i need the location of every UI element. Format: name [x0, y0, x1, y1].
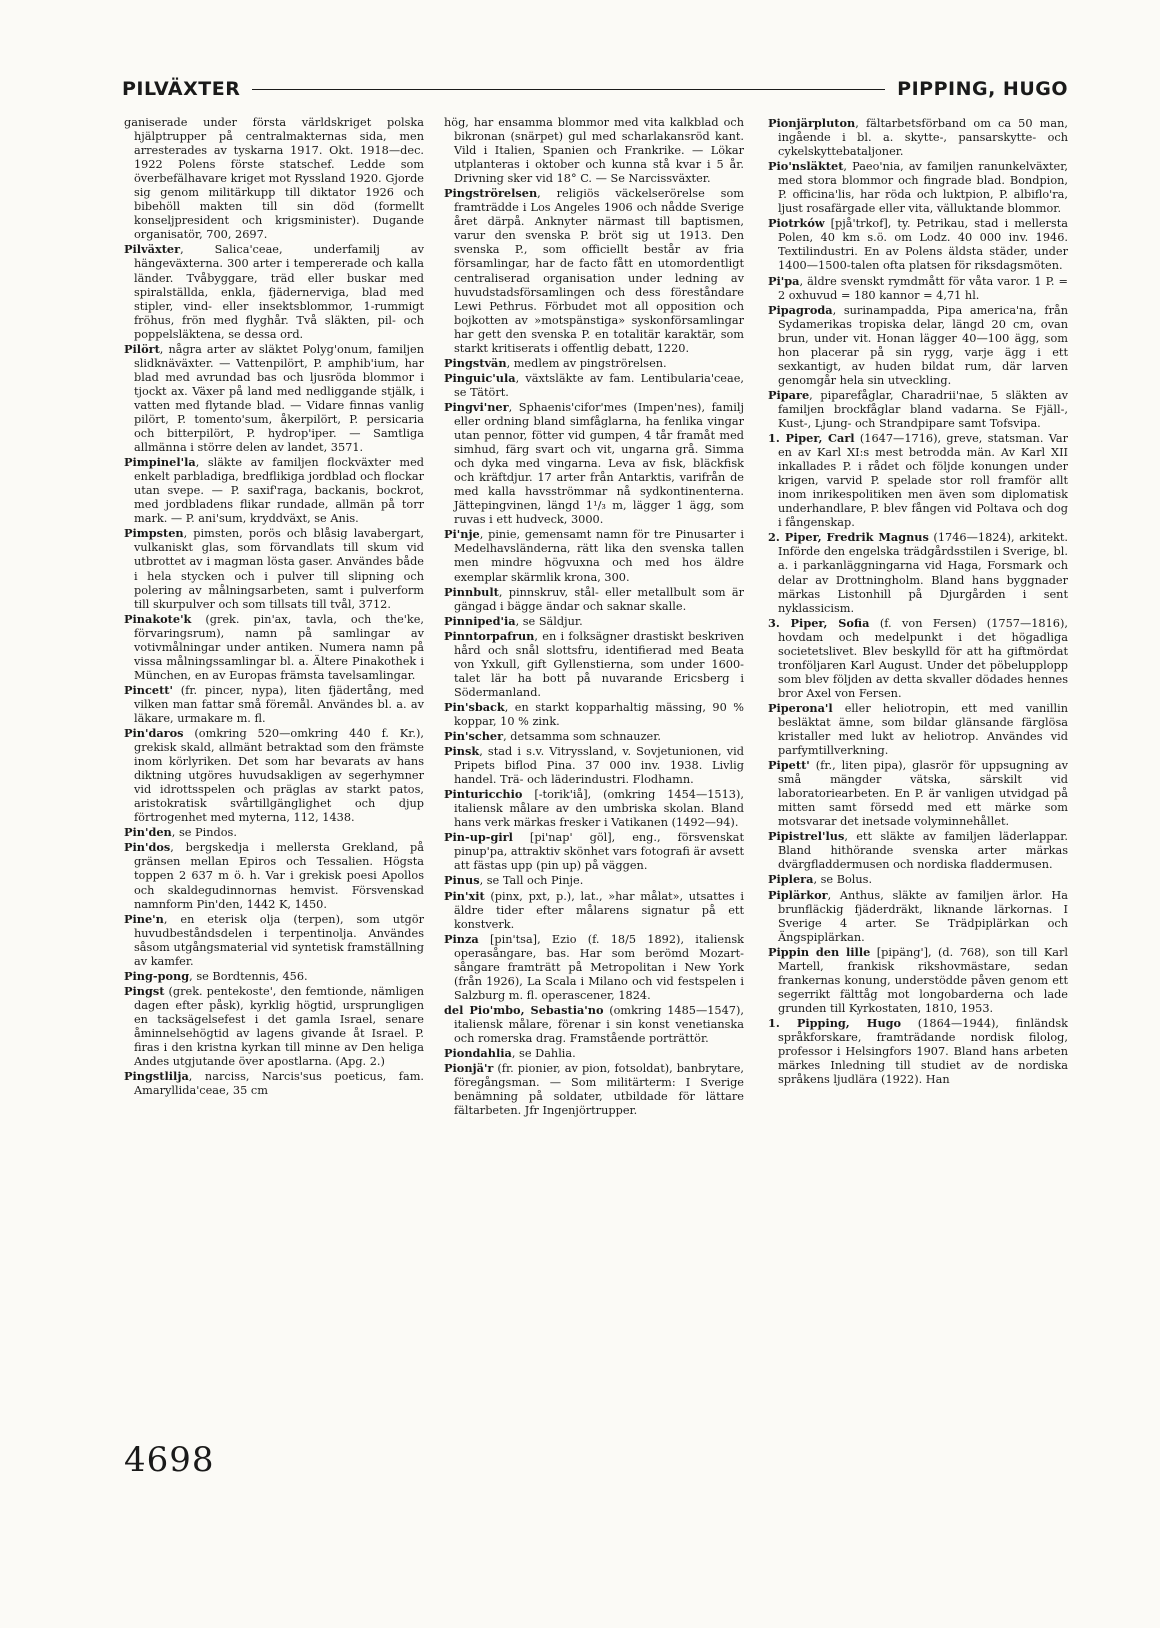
- entry-headword: Pingstvän: [444, 355, 507, 370]
- entry-headword: Pimpsten: [124, 526, 184, 541]
- column-2: [444, 116, 744, 1456]
- entry: [124, 840, 424, 911]
- entry-text: (grek. pin'ax, tavla, och the'ke, förvaringsrum), namn på samlingar av votivmålningar under antiken. Numera namn på vissa målningssamlingar bl. a. Ältere Pinakothek i München, en av Europas främsta tavelsamlingar.: [134, 612, 424, 682]
- entry-text: (1647—1716), greve, statsman. Var en av Karl XI:s mest betrodda män. Av Karl XII inkallades P. i rådet och följde konungen under krigen, varvid P. spelade stor roll framför allt inom inrikespolitiken men även som diplomatisk underhandlare, P. blev fången vid Poltava och dog i fångenskap.: [778, 432, 1068, 530]
- entry-headword: Pinniped'ia: [444, 613, 516, 628]
- column-3: [768, 116, 1068, 1456]
- entry: [768, 388, 1068, 431]
- entry-text: , Paeo'nia, av familjen ranunkelväxter, med stora blommor och fingrade blad. Bondpion, P. officina'lis, har röda och luktpion, P. albiflo'ra, ljust rosafärgade eller vita, välluktande blommor.: [778, 160, 1068, 216]
- entry-headword: Pingströrelsen: [444, 186, 538, 201]
- entry-headword: Pin-up-girl: [444, 830, 513, 845]
- entry: [124, 612, 424, 683]
- entry: [444, 371, 744, 400]
- entry-text: , religiös väckelserörelse som framträdde i Los Angeles 1906 och nådde Sverige året därpå. Anknyter närmast till baptismen, varur den svenska P. bröt sig ut 1913. Den svenska P., som officiellt består av fria församlingar, har de facto fått en utomordentligt centraliserad organisation under ledning av huvudstadsförsamlingen och dess föreståndare Lewi Pethrus. Förbudet mot all opposition och bojkotten av »motspänstiga» syskonförsamlingar har gett den svenska P. en totalitär karaktär, som starkt kritiserats i offentlig debatt, 1220.: [454, 187, 744, 355]
- entry-headword: Pin'sback: [444, 699, 505, 714]
- entry-text: , en i folksägner drastiskt beskriven hård och snål slottsfru, identifierad med Beata von Yxkull, gift Gyllenstierna, som under 1600-talet lär ha bott på nuvarande Ericsberg i Södermanland.: [454, 629, 744, 699]
- entry-text: , Sphaenis'cifor'mes (Impen'nes), familj eller ordning bland simfåglarna, ha fenlika vingar utan pennor, fötter vid gumpen, 4 tår framåt med simhud, färg svart och vit, ungarna grå. Simma och dyka med vingarna. Leva av fisk, bläckfisk och kräftdjur. 17 arter från Antarktis, varifrån de med kalla havsströmmar nå sydkontinenterna. Jättepingvinen, längd 1¹/₃ m, lägger 1 ägg, som ruvas i ett hudveck, 3000.: [454, 400, 744, 527]
- entry: [444, 787, 744, 830]
- entry-text: , en eterisk olja (terpen), som utgör huvudbeståndsdelen i terpentinolja. Användes såsom utgångsmaterial vid syntetisk framställning av kamfer.: [134, 912, 424, 968]
- entry-headword: 1. Piper, Carl: [768, 431, 855, 446]
- entry-text: , pinie, gemensamt namn för tre Pinusarter i Medelhavsländerna, rätt lika den svenska tallen men mindre högvuxna och med hos äldre exemplar skärmlik krona, 300.: [454, 528, 744, 584]
- entry: [444, 873, 744, 888]
- entry: [444, 116, 744, 186]
- entry-headword: Pilört: [124, 341, 160, 356]
- entry-text: (1746—1824), arkitekt. Införde den engelska trädgårdsstilen i Sverige, bl. a. i parkanläggningarna vid Haga, Forsmark och delar av Drottningholm. Bland hans byggnader märkas Listonhill på Djurgården i sent nyklassicism.: [778, 531, 1068, 615]
- entry-text: , Anthus, släkte av familjen ärlor. Ha brunfläckig fjäderdräkt, liknande lärkornas. I Sverige 4 arter. Se Trädpiplärkan och Ängspiplärkan.: [778, 888, 1068, 944]
- entry-text: [pi'nap' göl], eng., försvenskat pinup'pa, attraktiv skönhet vars fotografi är avsett att fästas upp (pin up) på väggen.: [454, 831, 744, 873]
- entry-headword: Pinakote'k: [124, 611, 192, 626]
- entry: [444, 629, 744, 700]
- entry-headword: Piplera: [768, 872, 814, 887]
- entry-text: , pimsten, porös och blåsig lavabergart, vulkaniskt glas, som förvandlats till skum vid utbrottet av i magman lösta gaser. Användes både i hela stycken och i pulver till slipning och polering av målningsarbeten, samt i pulverform till skurpulver och som tillsats till tvål, 3712.: [134, 527, 424, 611]
- entry: [768, 701, 1068, 758]
- entry-headword: Piperona'l: [768, 700, 833, 715]
- entry-text: (f. von Fersen) (1757—1816), hovdam och medelpunkt i det högadliga societetslivet. Blev beskylld för att ha giftmördat tronföljaren Karl August. Under det pöbelupplopp som blev följden av detta skvaller dödades hennes bror Axel von Fersen.: [778, 616, 1068, 700]
- entry-headword: Pin'dos: [124, 840, 171, 855]
- entry-headword: Piotrków: [768, 216, 825, 231]
- entry-text: (grek. pentekoste', den femtionde, nämligen dagen efter påsk), kyrklig högtid, ursprungligen en tacksägelsefest i det gamla Israel, senare åminnelsehögtid av lagens givande åt Israel. P. firas i den kristna kyrkan till minne av Den heliga Andes utgjutande över apostlarna. (Apg. 2.): [134, 984, 424, 1069]
- entry-headword: Pincett': [124, 682, 173, 697]
- entry: [768, 888, 1068, 945]
- entry-text: , stad i s.v. Vitryssland, v. Sovjetunionen, vid Pripets biflod Pina. 37 000 inv. 1938. Livlig handel. Trä- och läderindustri. Flodhamn.: [454, 745, 744, 787]
- entry-headword: Pimpinel'la: [124, 455, 196, 470]
- entry-text: , bergskedja i mellersta Grekland, på gränsen mellan Epiros och Tessalien. Högsta toppen 2 637 m ö. h. Var i grekisk poesi Apollos och skaldegudinnornas hemvist. Försvenskad namnform Pin'den, 1442 K, 1450.: [134, 841, 424, 911]
- entry-headword: Pi'pa: [768, 273, 800, 288]
- entry-text: , Salica'ceae, underfamilj av hängeväxterna. 300 arter i tempererade och kalla länder. Tvåbyggare, träd eller buskar med spiralställda, enkla, fjädernerviga, blad med stipler, vind- eller insektsblommor, 1-rummigt fröhus, frön med flyghår. Två släkten, pil- och poppelsläktena, se dessa ord.: [134, 243, 424, 341]
- entry: [444, 889, 744, 932]
- entry: [768, 274, 1068, 303]
- entry-headword: Pingstlilja: [124, 1069, 189, 1084]
- entry: [124, 969, 424, 984]
- entry-headword: Pinturicchio: [444, 787, 523, 802]
- entry-headword: Pio'nsläktet: [768, 159, 844, 174]
- entry-text: , fältarbetsförband om ca 50 man, ingående i bl. a. skytte-, pansarskytte- och cykelskyttebataljoner.: [778, 117, 1068, 159]
- entry: [444, 1046, 744, 1061]
- entry-text: , växtsläkte av fam. Lentibularia'ceae, se Tätört.: [454, 371, 744, 399]
- entry-headword: Pinguic'ula: [444, 370, 516, 385]
- entry: [768, 431, 1068, 530]
- entry-headword: Pippin den lille: [768, 944, 871, 959]
- entry-text: , medlem av pingströrelsen.: [506, 356, 667, 370]
- entry: [124, 984, 424, 1069]
- entry-headword: Piplärkor: [768, 887, 828, 902]
- entry-headword: Piondahlia: [444, 1046, 512, 1061]
- entry: [444, 585, 744, 614]
- header-left: PILVÄXTER: [122, 78, 241, 100]
- entry: [768, 829, 1068, 872]
- entry-text: [-torik'iå], (omkring 1454—1513), italiensk målare av den umbriska skolan. Bland hans verk märkas fresker i Vatikanen (1492—94).: [454, 788, 744, 830]
- entry-headword: Pionjärpluton: [768, 116, 856, 130]
- entry: [768, 159, 1068, 216]
- entry: [124, 342, 424, 455]
- entry-headword: Pipare: [768, 387, 810, 402]
- entry-headword: Pine'n: [124, 911, 164, 926]
- entry-text: (omkring 1485—1547), italiensk målare, förenar i sin konst venetianska och romerska drag. Framstående porträttör.: [454, 1003, 744, 1045]
- entry-text: , surinampadda, Pipa america'na, från Sydamerikas tropiska delar, längd 20 cm, ovan brun, under vit. Honan lägger 40—100 ägg, som hon placerar på sin rygg, varje ägg i ett sexkantigt, av huden bildat rum, där larven genomgår hela sin utveckling.: [778, 303, 1068, 387]
- entry: [124, 726, 424, 825]
- entry-headword: Pinsk: [444, 744, 480, 759]
- entry: [768, 116, 1068, 159]
- entry: [444, 527, 744, 584]
- entry: [444, 830, 744, 873]
- entry-text: [pin'tsa], Ezio (f. 18/5 1892), italiensk operasångare, bas. Har som berömd Mozart-sångare framträtt på Metropolitan i New York (från 1926), La Scala i Milano och vid festspelen i Salzburg m. fl. operascener, 1824.: [454, 932, 744, 1002]
- entry: [768, 303, 1068, 388]
- entry: [124, 242, 424, 341]
- entry-text: , se Bolus.: [813, 873, 873, 887]
- entry-headword: 1. Pipping, Hugo: [768, 1015, 902, 1030]
- entry-headword: Pin'scher: [444, 729, 504, 744]
- entry-headword: Pipett': [768, 758, 810, 773]
- entry: [444, 932, 744, 1003]
- entry-headword: 2. Piper, Fredrik Magnus: [768, 530, 929, 545]
- entry-headword: Pin'den: [124, 825, 172, 840]
- entry: [768, 1016, 1068, 1087]
- entry: [444, 700, 744, 729]
- entry-text: (omkring 520—omkring 440 f. Kr.), grekisk skald, allmänt betraktad som den främste inom körlyriken. Det som har bevarats av hans diktning utgöres huvudsakligen av segerhymner vid idrottsspelen och präglas av starkt patos, aristokratisk svårtillgänglighet och djup förtrogenhet med myterna, 112, 1438.: [134, 727, 424, 825]
- entry-headword: Pinza: [444, 931, 479, 946]
- entry-headword: 3. Piper, Sofia: [768, 615, 870, 630]
- entry-headword: Pin'xit: [444, 888, 485, 903]
- entry-headword: Ping-pong: [124, 968, 190, 983]
- entry-headword: Pionjä'r: [444, 1061, 494, 1076]
- running-header: [122, 74, 1068, 104]
- header-right: PIPPING, HUGO: [897, 78, 1068, 100]
- entry: [768, 945, 1068, 1016]
- entry: [124, 116, 424, 242]
- entry: [768, 616, 1068, 701]
- entry-text: (1864—1944), finländsk språkforskare, framträdande nordisk filolog, professor i Helsingfors 1907. Bland hans arbeten märkes Inledning till studiet av de nordiska språkens ljudlära (1922). Han: [778, 1016, 1068, 1087]
- entry-headword: Pi'nje: [444, 527, 480, 542]
- entry: [124, 683, 424, 726]
- entry-headword: del Pio'mbo, Sebastia'no: [444, 1002, 604, 1017]
- entry-headword: Pingvi'ner: [444, 399, 509, 414]
- entry-text: , släkte av familjen flockväxter med enkelt parbladiga, bredflikiga jordblad och flockar utan svepe. — P. saxif'raga, backanis, bockrot, med jordbladens flikar rundade, allmän på torr mark. — P. ani'sum, kryddväxt, se Anis.: [134, 456, 424, 526]
- entry: [444, 356, 744, 371]
- entry-text: , ett släkte av familjen läderlappar. Bland hithörande svenska arter märkas dvärgfladdermusen och nordiska fladdermusen.: [778, 830, 1068, 872]
- entry-headword: Pilväxter: [124, 242, 181, 257]
- entry-text: , se Dahlia.: [511, 1047, 576, 1061]
- entry-headword: Pingst: [124, 983, 165, 998]
- entry-headword: Pinus: [444, 873, 480, 888]
- entry-text: (fr. pincer, nypa), liten fjädertång, med vilken man fattar små föremål. Användes bl. a. av läkare, urmakare m. fl.: [134, 683, 424, 725]
- entry: [444, 1061, 744, 1118]
- entry-text: , piparefåglar, Charadrii'nae, 5 släkten av familjen brockfåglar bland vadarna. Se Fjäll-, Kust-, Ljung- och Strandpipare samt Tofsvipa.: [778, 388, 1068, 430]
- entry-text: , se Tall och Pinje.: [479, 874, 584, 888]
- entry-text: [pipäng'], (d. 768), son till Karl Martell, frankisk rikshovmästare, sedan frankernas konung, understödde påven genom ett segerrikt fälttåg mot longobarderna och lade grunden till Kyrkostaten, 1810, 1953.: [778, 945, 1068, 1015]
- entry: [768, 530, 1068, 615]
- entry-text: ganiserade under första världskriget polska hjälptrupper på centralmakternas sida, men arresterades av tyskarna 1917. Okt. 1918—dec. 1922 Polens förste statschef. Ledde som överbefälhavare kriget mot Ryssland 1920. Gjorde sig genom militärkupp till diktator 1926 och bibehöll makten till sin död (formellt konseljpresident och krigsminister). Dugande organisatör, 700, 2697.: [124, 116, 424, 242]
- entry-headword: Pipistrel'lus: [768, 829, 845, 844]
- entry: [124, 912, 424, 969]
- page-number: 4698: [124, 1440, 215, 1480]
- entry: [124, 526, 424, 611]
- entry-text: (fr. pionier, av pion, fotsoldat), banbrytare, föregångsman. — Som militärterm: I Sverige benämning på soldater, utbildade för lättare fältarbeten. Jfr Ingenjörtrupper.: [454, 1062, 744, 1118]
- entry: [124, 455, 424, 526]
- entry-text: , se Säldjur.: [515, 614, 583, 628]
- column-1: [124, 116, 424, 1456]
- entry: [444, 744, 744, 787]
- entry-text: eller heliotropin, ett med vanillin besläktat ämne, som bildar glänsande färglösa kristaller med lukt av heliotrop. Användes vid parfymtillverkning.: [778, 701, 1068, 758]
- entry-headword: Pinntorpafrun: [444, 628, 535, 643]
- entry-text: , en starkt kopparhaltig mässing, 90 % koppar, 10 % zink.: [454, 700, 744, 728]
- entry: [444, 1003, 744, 1046]
- entry-text: , några arter av släktet Polyg'onum, familjen slidknäväxter. — Vattenpilört, P. amphib'ium, har blad med avrundad bas och ljusröda blommor i tjockt ax. Växer på land med nedliggande stjälk, i vatten med flytande blad. — Vidare finnas vanlig pilört, P. tomento'sum, åkerpilört, P. persicaria och bitterpilört, P. hydrop'iper. — Samtliga allmänna i större delen av landet, 3571.: [134, 342, 424, 455]
- header-rule: [252, 89, 885, 90]
- entry-text: , se Pindos.: [171, 826, 237, 840]
- entry: [444, 614, 744, 629]
- entry-text: , narciss, Narcis'sus poeticus, fam. Amaryllida'ceae, 35 cm: [134, 1070, 424, 1098]
- entry: [444, 729, 744, 744]
- entry-headword: Pipagroda: [768, 302, 833, 317]
- entry-text: [pjå'trkof], ty. Petrikau, stad i mellersta Polen, 40 km s.ö. om Lodz. 40 000 inv. 1946. Textilindustri. En av Polens äldsta städer, under 1400—1500-talen ofta platsen för riksdagsmöten.: [778, 217, 1068, 273]
- entry: [444, 400, 744, 527]
- entry-text: hög, har ensamma blommor med vita kalkblad och bikronan (snärpet) gul med scharlakansröd kant. Vild i Italien, Spanien och Frankrike. — Lökar utplanteras i oktober och kunna stå kvar i 5 år. Drivning sker vid 18° C. — Se Narcissväxter.: [444, 116, 744, 186]
- entry: [768, 758, 1068, 829]
- entry-text: , se Bordtennis, 456.: [189, 969, 308, 983]
- entry: [124, 825, 424, 840]
- entry: [444, 186, 744, 356]
- entry-text: , äldre svenskt rymdmått för våta varor. 1 P. = 2 oxhuvud = 180 kannor = 4,71 hl.: [778, 274, 1068, 302]
- entry-headword: Pin'daros: [124, 726, 184, 741]
- entry-headword: Pinnbult: [444, 584, 499, 599]
- entry: [768, 216, 1068, 273]
- entry: [124, 1069, 424, 1098]
- entry-text: , pinnskruv, stål- eller metallbult som är gängad i bägge ändar och saknar skalle.: [454, 585, 744, 613]
- entry-text: (pinx, pxt, p.), lat., »har målat», utsattes i äldre tider efter målarens signatur på ett konstverk.: [454, 889, 744, 931]
- entry-text: , detsamma som schnauzer.: [503, 730, 661, 744]
- entry-text: (fr., liten pipa), glasrör för uppsugning av små mängder vätska, särskilt vid laboratoriearbeten. En P. är vanligen utvidgad på mitten samt försedd med ett märke som motsvarar det inetsade volyminnehållet.: [778, 759, 1068, 829]
- entry: [768, 872, 1068, 887]
